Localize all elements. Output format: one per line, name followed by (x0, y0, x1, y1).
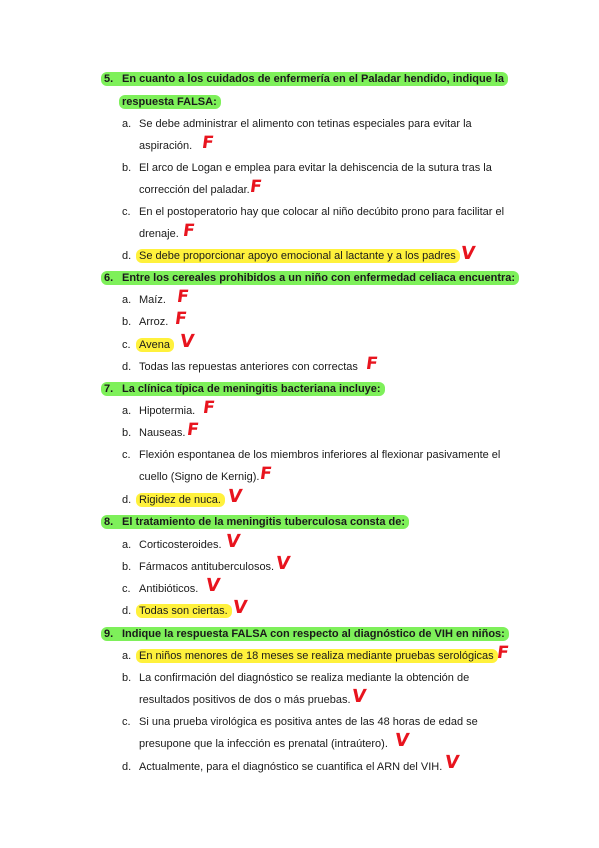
option-5c: c. En el postoperatorio hay que colocar al niño decúbito prono para facilitar el (122, 206, 505, 218)
mark-false-7b: F (185, 420, 201, 440)
option-5a: a. Se debe administrar el alimento con tetinas especiales para evitar la (122, 118, 472, 130)
mark-true-7d: V (226, 486, 244, 507)
mark-false-5c: F (181, 221, 197, 241)
mark-true-8c: V (204, 575, 222, 596)
question-7-title: 7. La clínica típica de meningitis bacteriana incluye: (104, 382, 385, 396)
mark-false-6a: F (175, 287, 191, 307)
option-7a: a. Hipotermia. (122, 405, 196, 417)
option-9a: a. En niños menores de 18 meses se realiza mediante pruebas serológicas (122, 649, 498, 663)
option-7c-cont: cuello (Signo de Kernig). (139, 471, 260, 483)
option-6c: c. Avena (122, 338, 174, 352)
mark-true-9d: V (443, 752, 461, 773)
option-8b: b. Fármacos antituberculosos. (122, 561, 275, 573)
option-7d: d. Rigidez de nuca. (122, 493, 225, 507)
mark-true-8a: V (224, 531, 242, 552)
mark-false-6b: F (173, 309, 189, 329)
mark-false-7c: F (258, 464, 274, 484)
option-9c: c. Si una prueba virológica es positiva antes de las 48 horas de edad se (122, 716, 478, 728)
option-9c-cont: presupone que la infección es prenatal (intraútero). (139, 738, 388, 750)
question-9-title: 9. Indique la respuesta FALSA con respecto al diagnóstico de VIH en niños: (104, 627, 509, 641)
option-9d: d. Actualmente, para el diagnóstico se cuantifica el ARN del VIH. (122, 761, 443, 773)
option-5a-cont: aspiración. (139, 140, 193, 152)
option-7c: c. Flexión espontanea de los miembros inferiores al flexionar pasivamente el (122, 449, 501, 461)
mark-false-7a: F (201, 398, 217, 418)
option-8a: a. Corticosteroides. (122, 539, 222, 551)
option-8d: d. Todas son ciertas. (122, 604, 232, 618)
option-6d: d. Todas las repuestas anteriores con correctas (122, 361, 358, 373)
mark-false-6d: F (364, 354, 380, 374)
option-6b: b. Arroz. (122, 316, 169, 328)
mark-false-5a: F (200, 133, 216, 153)
mark-false-5b: F (248, 177, 264, 197)
question-5-title-cont: respuesta FALSA: (122, 95, 221, 109)
option-8c: c. Antibióticos. (122, 583, 199, 595)
mark-true-6c: V (178, 331, 196, 352)
mark-true-5d: V (459, 243, 477, 264)
mark-false-9a: F (495, 643, 511, 663)
option-7b: b. Nauseas. (122, 427, 186, 439)
option-5b-cont: corrección del paladar. (139, 184, 250, 196)
option-9b-cont: resultados positivos de dos o más pruebas. (139, 694, 351, 706)
option-5d: d. Se debe proporcionar apoyo emocional al lactante y a los padres (122, 249, 460, 263)
mark-true-9b: V (350, 686, 368, 707)
question-8-title: 8. El tratamiento de la meningitis tuberculosa consta de: (104, 515, 409, 529)
option-5b: b. El arco de Logan e emplea para evitar la dehiscencia de la sutura tras la (122, 162, 492, 174)
option-5c-cont: drenaje. (139, 228, 179, 240)
mark-true-8d: V (231, 597, 249, 618)
option-6a: a. Maíz. (122, 294, 166, 306)
mark-true-8b: V (274, 553, 292, 574)
mark-true-9c: V (393, 730, 411, 751)
question-6-title: 6. Entre los cereales prohibidos a un niño con enfermedad celiaca encuentra: (104, 271, 519, 285)
option-9b: b. La confirmación del diagnóstico se realiza mediante la obtención de (122, 672, 470, 684)
question-5-title: 5. En cuanto a los cuidados de enfermería en el Paladar hendido, indique la (104, 72, 508, 86)
